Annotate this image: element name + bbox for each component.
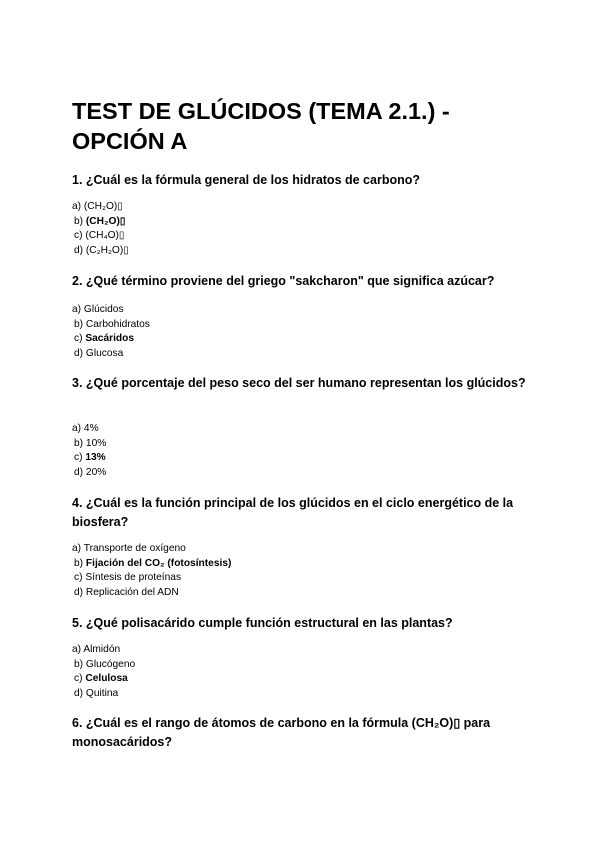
option-text: Almidón — [83, 644, 121, 655]
option-text: Quitina — [85, 687, 119, 699]
options-list-1 — [72, 200, 532, 258]
option-text: Carbohidratos — [85, 318, 150, 330]
option-text-correct: Fijación del CO₂ (fotosíntesis) — [85, 557, 232, 569]
question-5: 5. ¿Qué polisacárido cumple función estructural en las plantas? — [72, 616, 453, 630]
option-text-correct: Celulosa — [85, 673, 128, 685]
option-text: 4% — [83, 423, 99, 434]
question-3: 3. ¿Qué porcentaje del peso seco del ser humano representan los glúcidos? — [72, 376, 526, 390]
question-1: 1. ¿Cuál es la fórmula general de los hidratos de carbono? — [72, 173, 420, 187]
option-4d — [72, 586, 532, 601]
options-list-5 — [72, 643, 532, 701]
option-letter: d) — [74, 347, 84, 359]
option-1d — [72, 244, 532, 259]
option-letter: b) — [74, 318, 84, 330]
option-3b — [72, 437, 532, 452]
option-text: Replicación del ADN — [85, 586, 179, 598]
option-letter: a) — [72, 423, 82, 434]
question-4: 4. ¿Cuál es la función principal de los glúcidos en el ciclo energético de la biosfera? — [72, 496, 514, 529]
option-1b — [72, 215, 532, 230]
option-text-correct: Sacáridos — [85, 333, 135, 345]
option-3a — [72, 422, 532, 437]
option-letter: d) — [74, 244, 84, 256]
option-2a — [72, 303, 532, 318]
option-letter: b) — [74, 437, 84, 449]
option-text: (CH₂O)▯ — [83, 201, 123, 212]
option-letter: c) — [74, 333, 83, 345]
option-letter: b) — [74, 658, 84, 670]
option-5b — [72, 658, 532, 673]
option-letter: d) — [74, 687, 84, 699]
option-letter: c) — [74, 572, 83, 584]
question-6: 6. ¿Cuál es el rango de átomos de carbono en la fórmula (CH₂O)▯ para monosacáridos? — [72, 716, 491, 749]
option-text: (C₂H₂O)▯ — [85, 244, 129, 256]
option-text: Glúcidos — [83, 304, 124, 315]
option-letter: b) — [74, 215, 84, 227]
option-text: Glucosa — [85, 347, 124, 359]
option-3c — [72, 451, 532, 466]
option-letter: a) — [72, 543, 82, 554]
option-4c — [72, 571, 532, 586]
option-text: 10% — [85, 437, 107, 449]
option-letter: c) — [74, 452, 83, 464]
option-letter: d) — [74, 586, 84, 598]
option-text: Glucógeno — [85, 658, 136, 670]
option-text: 20% — [85, 466, 107, 478]
option-2d — [72, 347, 532, 362]
option-text: (CH₄O)▯ — [85, 230, 125, 242]
option-4b — [72, 557, 532, 572]
option-text-correct: (CH₂O)▯ — [85, 215, 126, 227]
option-2b — [72, 318, 532, 333]
option-5a — [72, 643, 532, 658]
option-letter: a) — [72, 201, 82, 212]
option-1c — [72, 229, 532, 244]
option-3d — [72, 466, 532, 481]
option-text: Transporte de oxígeno — [83, 543, 186, 554]
option-letter: c) — [74, 673, 83, 685]
option-letter: c) — [74, 230, 83, 242]
question-2: 2. ¿Qué término proviene del griego "sakcharon" que significa azúcar? — [72, 274, 495, 288]
option-4a — [72, 542, 532, 557]
option-letter: a) — [72, 304, 82, 315]
option-letter: b) — [74, 557, 84, 569]
options-list-3 — [72, 422, 532, 480]
options-list-2 — [72, 303, 532, 361]
option-5c — [72, 672, 532, 687]
option-5d — [72, 687, 532, 702]
option-letter: a) — [72, 644, 82, 655]
option-1a — [72, 200, 532, 215]
option-letter: d) — [74, 466, 84, 478]
document-title: TEST DE GLÚCIDOS (TEMA 2.1.) - OPCIÓN A — [72, 98, 450, 154]
option-text-correct: 13% — [85, 452, 106, 464]
option-text: Síntesis de proteínas — [85, 572, 182, 584]
options-list-4 — [72, 542, 532, 600]
option-2c — [72, 332, 532, 347]
